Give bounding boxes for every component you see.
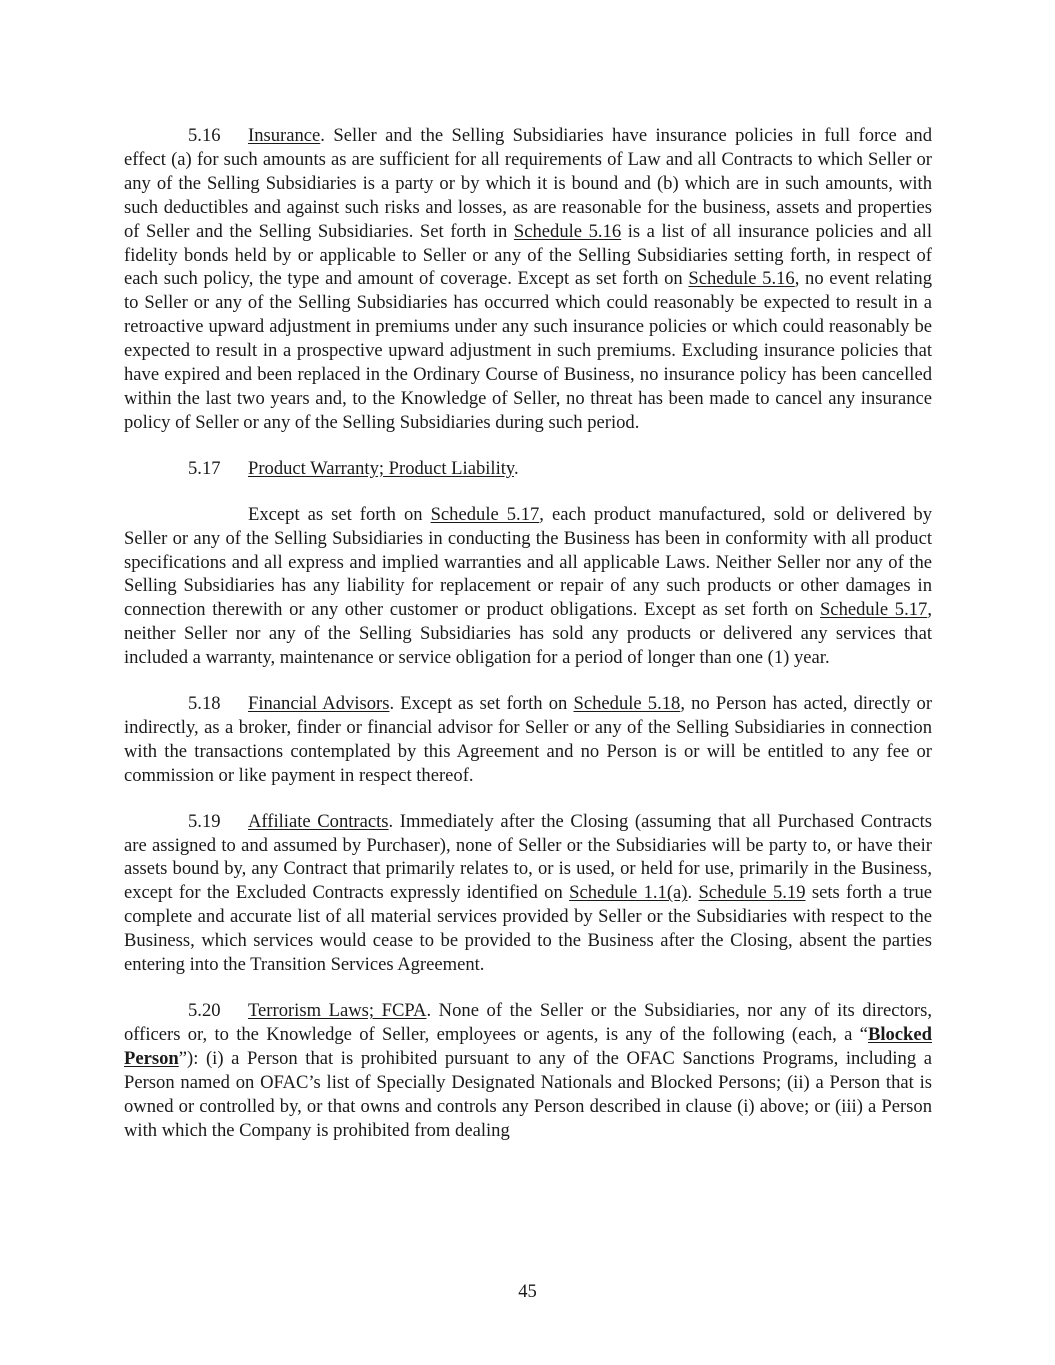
section-heading: Financial Advisors: [248, 693, 390, 715]
schedule-reference: Schedule 1.1(a): [569, 882, 688, 904]
schedule-reference: Schedule 5.16: [513, 220, 622, 242]
section-text: . Seller and the Selling Subsidiaries have insurance policies in full force and effect (a) for such amounts as are sufficient for all requirements of Law and all Contracts to which Seller or any of the Selling Subsidiaries is a party or by which it is bound and (b) which are in such amounts, with such deductibles and against such risks and losses, as are reasonable for the business, assets and properties of Seller and the Selling Subsidiaries. Set forth in: [124, 125, 932, 242]
section-text: Except as set forth on: [248, 503, 431, 525]
section-number: 5.18: [188, 693, 221, 715]
section-5-18: [124, 692, 932, 788]
section-text: . None of the Seller or the Subsidiaries, nor any of its directors, officers or, to the Knowledge of Seller, employees or agents, is any of the following (each, a “: [124, 1000, 933, 1045]
section-heading: Terrorism Laws; FCPA: [248, 1000, 427, 1021]
section-number: 5.19: [188, 810, 221, 832]
section-text: , no event relating to Seller or any of the Selling Subsidiaries has occurred which could reasonably be expected to result in a retroactive upward adjustment in premiums under any such insurance policies or which could reasonably be expected to result in a prospective upward adjustment in such premiums. Excluding insurance policies that have expired and been replaced in the Ordinary Course of Business, no insurance policy has been cancelled within the last two years and, to the Knowledge of Seller, no threat has been made to cancel any insurance policy of Seller or any of the Selling Subsidiaries during such period.: [124, 268, 932, 433]
section-number: 5.16: [188, 125, 221, 146]
section-number: 5.17: [188, 457, 221, 479]
page-number: 45: [518, 1281, 537, 1302]
section-text: .: [687, 882, 699, 904]
schedule-reference: Schedule 5.16: [688, 268, 795, 290]
section-5-17-body: [124, 503, 932, 670]
section-heading: Affiliate Contracts: [248, 810, 389, 832]
schedule-reference: Schedule 5.18: [573, 693, 681, 715]
section-text: , neither Seller nor any of the Selling Subsidiaries has sold any products or delivered any services that included a warranty, maintenance or service obligation for a period of longer than one (1) year.: [124, 599, 932, 669]
section-number: 5.20: [188, 1000, 221, 1021]
section-heading: Insurance: [248, 125, 321, 146]
section-5-17-heading: [124, 457, 932, 481]
section-text: , each product manufactured, sold or delivered by Seller or any of the Selling Subsidiaries in conducting the Business has been in conformity with all product specifications and all express and implied warranties and all applicable Laws. Neither Seller nor any of the Selling Subsidiaries has any liability for replacement or repair of any such products or other damages in connection therewith or any other customer or product obligations. Except as set forth on: [124, 503, 933, 621]
section-5-16: [124, 124, 932, 435]
section-text: . Immediately after the Closing (assuming that all Purchased Contracts are assigned to and assumed by Purchaser), none of Seller or the Subsidiaries will be party to, or have their assets bound by, any Contract that primarily relates to, or is used, or held for use, primarily in the Business, except for the Excluded Contracts expressly identified on: [124, 810, 932, 904]
section-text: sets forth a true complete and accurate list of all material services provided by Seller or the Subsidiaries with respect to the Business, which services would cease to be provided to the Business after the Closing, absent the parties entering into the Transition Services Agreement.: [124, 882, 933, 976]
section-text: ”): (i) a Person that is prohibited pursuant to any of the OFAC Sanctions Programs, including a Person named on OFAC’s list of Specially Designated Nationals and Blocked Persons; (ii) a Person that is owned or controlled by, or that owns and controls any Person described in clause (i) above; or (iii) a Person with which the Company is prohibited from dealing: [124, 1047, 932, 1141]
section-text: . Except as set forth on: [389, 693, 574, 715]
defined-term: Blocked Person: [124, 1023, 932, 1069]
section-heading: Product Warranty; Product Liability: [248, 457, 514, 479]
section-text: is a list of all insurance policies and all fidelity bonds held by or applicable to Seller or any of the Selling Subsidiaries setting forth, in respect of each such policy, the type and amount of coverage. Except as set forth on: [124, 220, 933, 290]
section-5-19: [124, 810, 932, 977]
heading-period: .: [514, 457, 519, 479]
section-text: , no Person has acted, directly or indirectly, as a broker, finder or financial advisor for Seller or any of the Selling Subsidiaries in connection with the transactions contemplated by this Agreement and no Person is or will be entitled to any fee or commission or like payment in respect thereof.: [124, 693, 933, 786]
section-5-20: [124, 999, 932, 1142]
schedule-reference: Schedule 5.17: [430, 503, 540, 525]
document-body: [124, 124, 932, 1142]
schedule-reference: Schedule 5.19: [698, 882, 806, 904]
schedule-reference: Schedule 5.17: [819, 599, 928, 621]
